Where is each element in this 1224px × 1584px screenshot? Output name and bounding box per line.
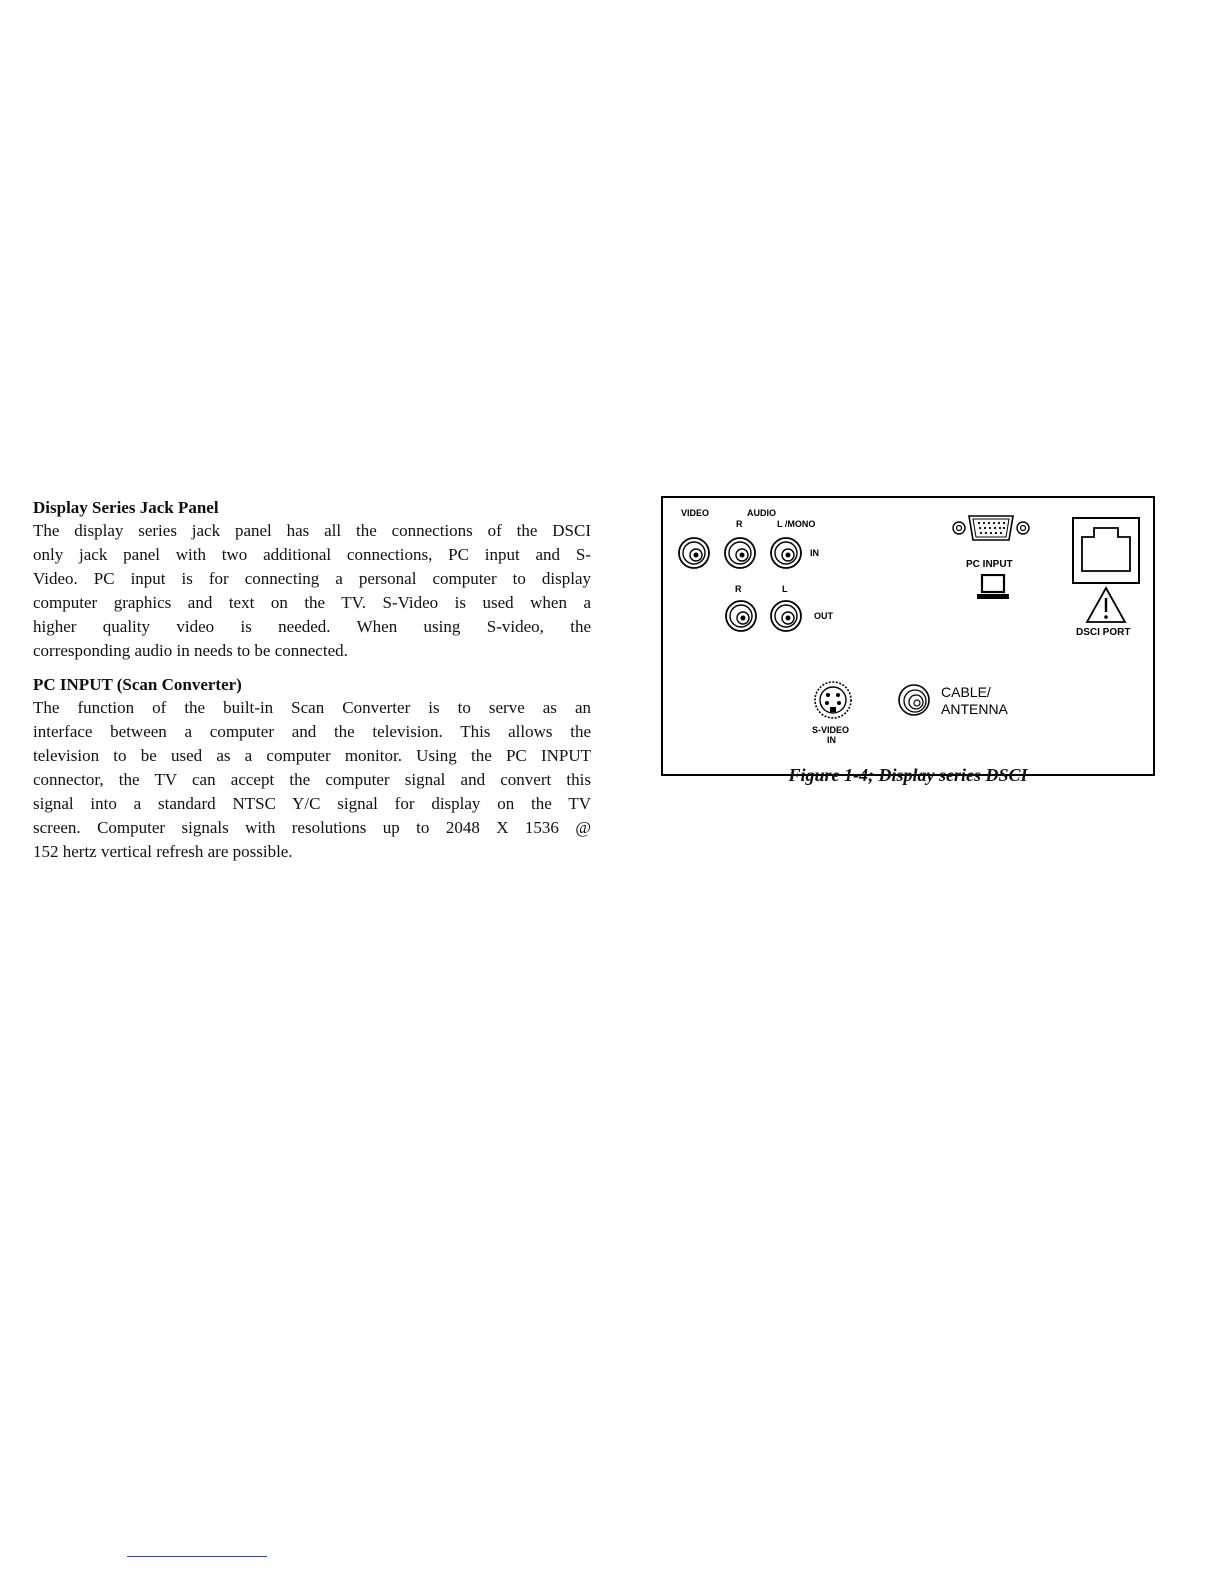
- audio-label: AUDIO: [747, 508, 776, 518]
- section-heading: Display Series Jack Panel: [33, 498, 219, 517]
- paragraph-line: screen. Computer signals with resolutions up to 2048 X 1536 @: [33, 818, 591, 837]
- computer-icon: [976, 574, 1010, 600]
- paragraph-line: only jack panel with two additional connections, PC input and S-: [33, 545, 591, 564]
- out-label: OUT: [814, 611, 833, 621]
- out-l-label: L: [782, 584, 788, 594]
- section-heading: PC INPUT (Scan Converter): [33, 675, 242, 694]
- paragraph-line: Video. PC input is for connecting a personal computer to display: [33, 569, 591, 588]
- text-column: [33, 496, 591, 864]
- rca-jack-icon: [724, 599, 758, 633]
- paragraph-line: The function of the built-in Scan Converter is to serve as an: [33, 698, 591, 717]
- figure-caption: Figure 1-4; Display series DSCI: [788, 765, 1028, 785]
- vga-connector-icon: [951, 512, 1031, 544]
- svideo-in-label: IN: [827, 735, 836, 745]
- paragraph-line: interface between a computer and the television. This allows the: [33, 722, 591, 741]
- paragraph-line: higher quality video is needed. When using S-video, the: [33, 617, 591, 636]
- paragraph-line: 152 hertz vertical refresh are possible.: [33, 842, 293, 861]
- warning-triangle-icon: [1085, 586, 1127, 624]
- antenna-label: ANTENNA: [941, 701, 1008, 717]
- rca-jack-icon: [769, 536, 803, 570]
- coax-jack-icon: [897, 682, 933, 718]
- rca-jack-icon: [723, 536, 757, 570]
- paragraph-line: The display series jack panel has all the connections of the DSCI: [33, 521, 591, 540]
- audio-l-mono-label: L /MONO: [777, 519, 816, 529]
- paragraph-line: corresponding audio in needs to be connected.: [33, 641, 348, 660]
- dsci-port-label: DSCI PORT: [1076, 627, 1131, 638]
- video-label: VIDEO: [681, 508, 710, 518]
- in-label: IN: [810, 548, 819, 558]
- svideo-label: S-VIDEO: [812, 725, 850, 735]
- out-r-label: R: [735, 584, 742, 594]
- jack-panel-figure: [661, 496, 1155, 776]
- paragraph-line: television to be used as a computer monitor. Using the PC INPUT: [33, 746, 591, 765]
- paragraph-line: connector, the TV can accept the computer signal and convert this: [33, 770, 591, 789]
- paragraph-line: computer graphics and text on the TV. S-Video is used when a: [33, 593, 591, 612]
- rca-jack-icon: [769, 599, 803, 633]
- rj11-jack-icon: [1072, 517, 1140, 584]
- pc-input-label: PC INPUT: [966, 559, 1013, 570]
- cable-label: CABLE/: [941, 684, 991, 700]
- svideo-jack-icon: [813, 680, 853, 720]
- paragraph-line: signal into a standard NTSC Y/C signal for display on the TV: [33, 794, 591, 813]
- rca-jack-icon: [677, 536, 711, 570]
- footnote-divider: [127, 1556, 267, 1557]
- section-jack-panel: [33, 496, 591, 663]
- audio-r-label: R: [736, 519, 743, 529]
- section-pc-input: [33, 673, 591, 864]
